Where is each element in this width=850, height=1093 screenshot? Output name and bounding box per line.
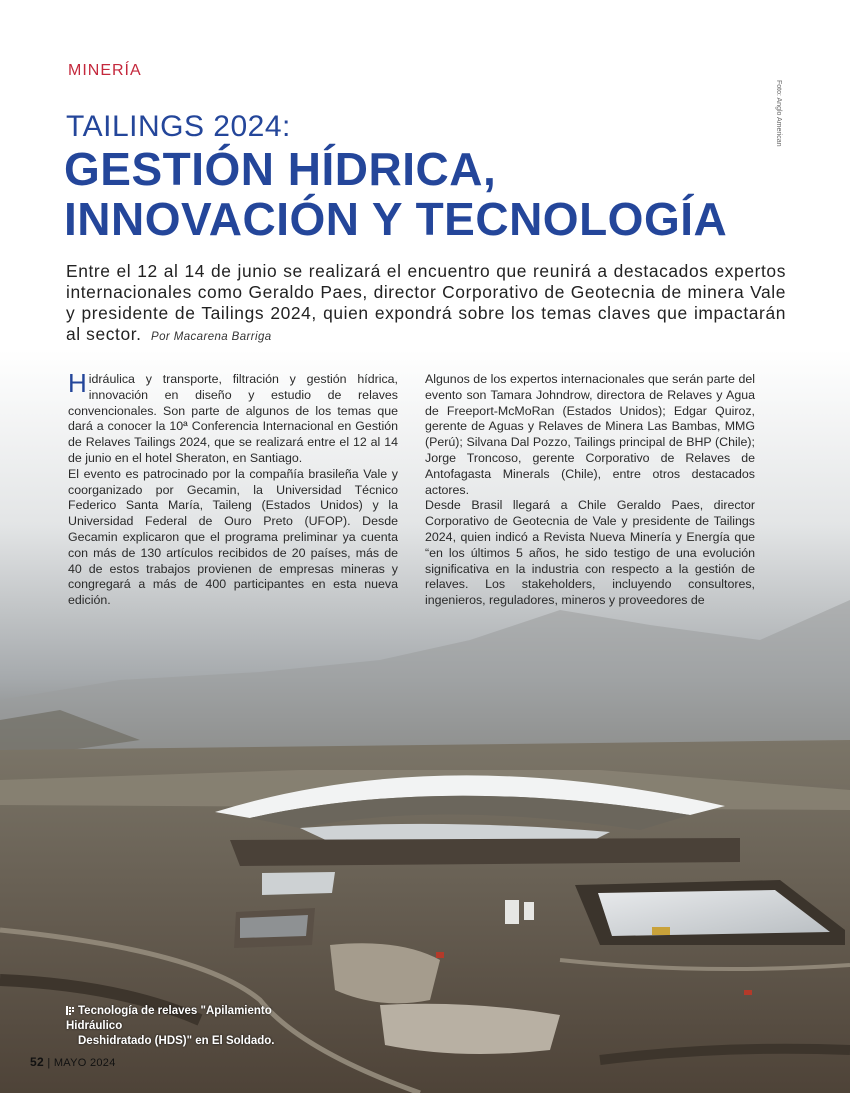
headline-line-2: INNOVACIÓN Y TECNOLOGÍA [64,193,728,245]
folio-separator: | [47,1057,51,1069]
page-number: 52 [30,1055,44,1069]
body-paragraph [68,368,398,467]
paragraph-text: idráulica y transporte, filtración y gestión hídrica, innovación en diseño y estudio de relaves convencionales. Son parte de algunos de los temas que dará a conocer la 10ª Conferencia Internacional en Gestión de Relaves Tailings 2024, que se realizará entre el 12 al 14 de junio en el hotel Sheraton, en Santiago. [68,372,398,465]
drop-cap: H [68,368,87,398]
caption-line-2: Deshidratado (HDS)" en El Soldado. [78,1035,275,1047]
lead-paragraph [66,261,786,348]
body-paragraph: Algunos de los expertos internacionales que serán parte del evento son Tamara Johndrow, directora de Relaves y Agua de Freeport-McMoRan (Estados Unidos); Edgar Quiroz, gerente de Aguas y Relaves de Minera Las Bambas, MMG (Perú); Silvana Dal Pozzo, Tailings principal de BHP (Chile); Jorge Troncoso, gerente Corporativo de Relaves de Antofagasta Minerals (Chile), entre otros destacados actores. [425,372,755,497]
headline-kicker: TAILINGS 2024: [66,110,291,143]
caption-marker-icon [66,1006,75,1015]
byline: Por Macarena Barriga [151,331,272,343]
page-folio [30,1055,116,1069]
photo-caption [66,1004,326,1049]
issue-date: MAYO 2024 [53,1057,116,1069]
headline-line-1: GESTIÓN HÍDRICA, [64,143,497,195]
photo-credit: Foto: Anglo American [775,80,782,147]
article-column-left [68,368,398,609]
article-column-right [425,372,755,609]
section-label: MINERÍA [68,62,142,79]
body-paragraph: Desde Brasil llegará a Chile Geraldo Paes, director Corporativo de Geotecnia de Vale y presidente de Tailings 2024, quien indicó a Revista Nueva Minería y Energía que “en los últimos 5 años, he sido testigo de una evolución significativa en la industria con respecto a la gestión de relaves. Los stakeholders, incluyendo consultores, ingenieros, reguladores, mineros y proveedores de [425,498,755,608]
lead-text: Entre el 12 al 14 de junio se realizará el encuentro que reunirá a destacados expertos internacionales como Geraldo Paes, director Corporativo de Geotecnia de minera Vale y presidente de Tailings 2024, quien expondrá sobre los temas claves que impactarán al sector. [66,261,786,344]
body-paragraph: El evento es patrocinado por la compañía brasileña Vale y coorganizado por Gecamin, la Universidad Técnico Federico Santa María, Taileng (Estados Unidos) y la Universidad Federal de Ouro Preto (UFOP). Desde Gecamin explicaron que el programa preliminar ya cuenta con más de 130 artículos recibidos de 20 países, más de 40 de estos trabajos provienen de empresas mineras y congregará a más de 400 participantes en esta nueva edición. [68,466,398,608]
caption-line-1: Tecnología de relaves "Apilamiento Hidráulico [66,1005,272,1032]
headline [64,144,824,244]
